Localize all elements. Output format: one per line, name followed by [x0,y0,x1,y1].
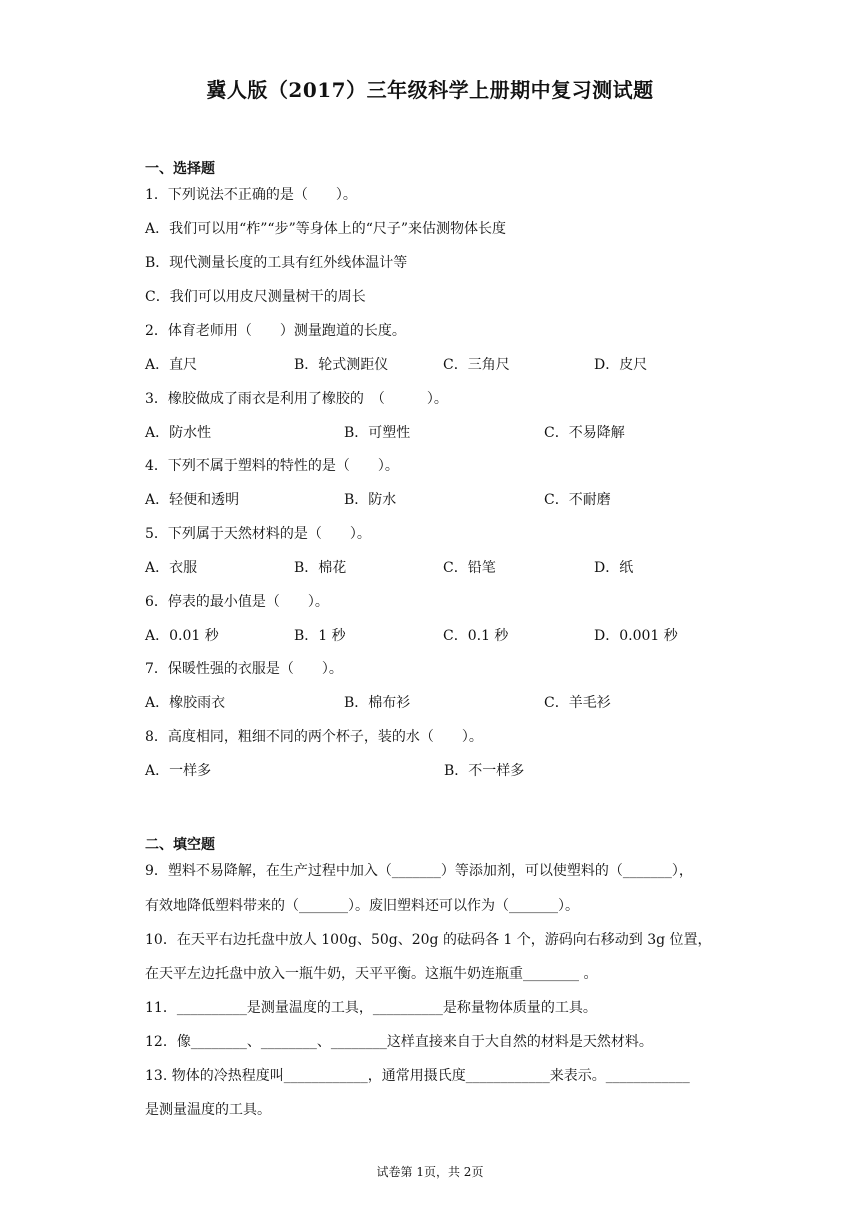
question-10-line-2: 在天平左边托盘中放入一瓶牛奶，天平平衡。这瓶牛奶连瓶重________ 。 [145,966,598,982]
question-3-option-c: C．不易降解 [544,425,625,441]
question-6-option-c: C．0.1 秒 [443,628,509,644]
question-5-option-c: C．铅笔 [443,560,496,576]
question-6-option-a: A．0.01 秒 [145,628,219,644]
question-2-stem: 2．体育老师用（ ）测量跑道的长度。 [145,323,406,339]
question-7-option-c: C．羊毛衫 [544,695,611,711]
page-title: 冀人版（2017）三年级科学上册期中复习测试题 [206,78,654,102]
question-2-option-b: B．轮式测距仪 [294,357,389,373]
question-6-stem: 6．停表的最小值是（ ）。 [145,594,329,610]
question-1-stem: 1．下列说法不正确的是（ ）。 [145,187,357,203]
question-2-option-d: D．皮尺 [594,357,648,373]
question-3-option-b: B．可塑性 [344,425,411,441]
question-7-option-b: B．棉布衫 [344,695,411,711]
question-9-line-2: 有效地降低塑料带来的（_______）。废旧塑料还可以作为（_______）。 [145,898,579,914]
question-5-option-a: A．衣服 [145,560,198,576]
question-4-option-a: A．轻便和透明 [145,492,240,508]
question-1-option-a: A．我们可以用“柞”“步”等身体上的“尺子”来估测物体长度 [145,221,507,237]
question-8-option-a: A．一样多 [145,763,212,779]
question-8-stem: 8．高度相同，粗细不同的两个杯子，装的水（ ）。 [145,729,483,745]
question-4-stem: 4．下列不属于塑料的特性的是（ ）。 [145,458,399,474]
page-footer: 试卷第 1页，共 2页 [376,1165,484,1179]
question-5-stem: 5．下列属于天然材料的是（ ）。 [145,526,371,542]
question-8-option-b: B．不一样多 [444,763,525,779]
section-heading-choice: 一、选择题 [145,161,215,177]
question-3-stem: 3．橡胶做成了雨衣是利用了橡胶的 （ ）。 [145,391,448,407]
question-1-option-b: B．现代测量长度的工具有红外线体温计等 [145,255,408,271]
question-12: 12．像________、________、________这样直接来自于大自然的材料是天然材料。 [145,1034,653,1050]
question-2-option-c: C．三角尺 [443,357,510,373]
question-13-line-1: 13. 物体的冷热程度叫____________，通常用摄氏度____________来表示。____________ [145,1068,690,1084]
question-7-option-a: A．橡胶雨衣 [145,695,226,711]
question-1-option-c: C．我们可以用皮尺测量树干的周长 [145,289,366,305]
question-5-option-b: B．棉花 [294,560,347,576]
question-6-option-b: B．1 秒 [294,628,346,644]
question-2-option-a: A．直尺 [145,357,198,373]
question-4-option-c: C．不耐磨 [544,492,611,508]
question-9-line-1: 9．塑料不易降解，在生产过程中加入（_______）等添加剂，可以使塑料的（_______）， [145,863,693,879]
question-10-line-1: 10．在天平右边托盘中放人 100g、50g、20g 的砝码各 1 个，游码向右移动到 3g 位置， [145,932,712,948]
question-3-option-a: A．防水性 [145,425,212,441]
question-11: 11．__________是测量温度的工具，__________是称量物体质量的工具。 [145,1000,597,1016]
question-5-option-d: D．纸 [594,560,634,576]
question-13-line-2: 是测量温度的工具。 [145,1102,271,1118]
section-heading-fill: 二、填空题 [145,837,215,853]
question-4-option-b: B．防水 [344,492,397,508]
question-6-option-d: D．0.001 秒 [594,628,678,644]
question-7-stem: 7．保暖性强的衣服是（ ）。 [145,661,343,677]
